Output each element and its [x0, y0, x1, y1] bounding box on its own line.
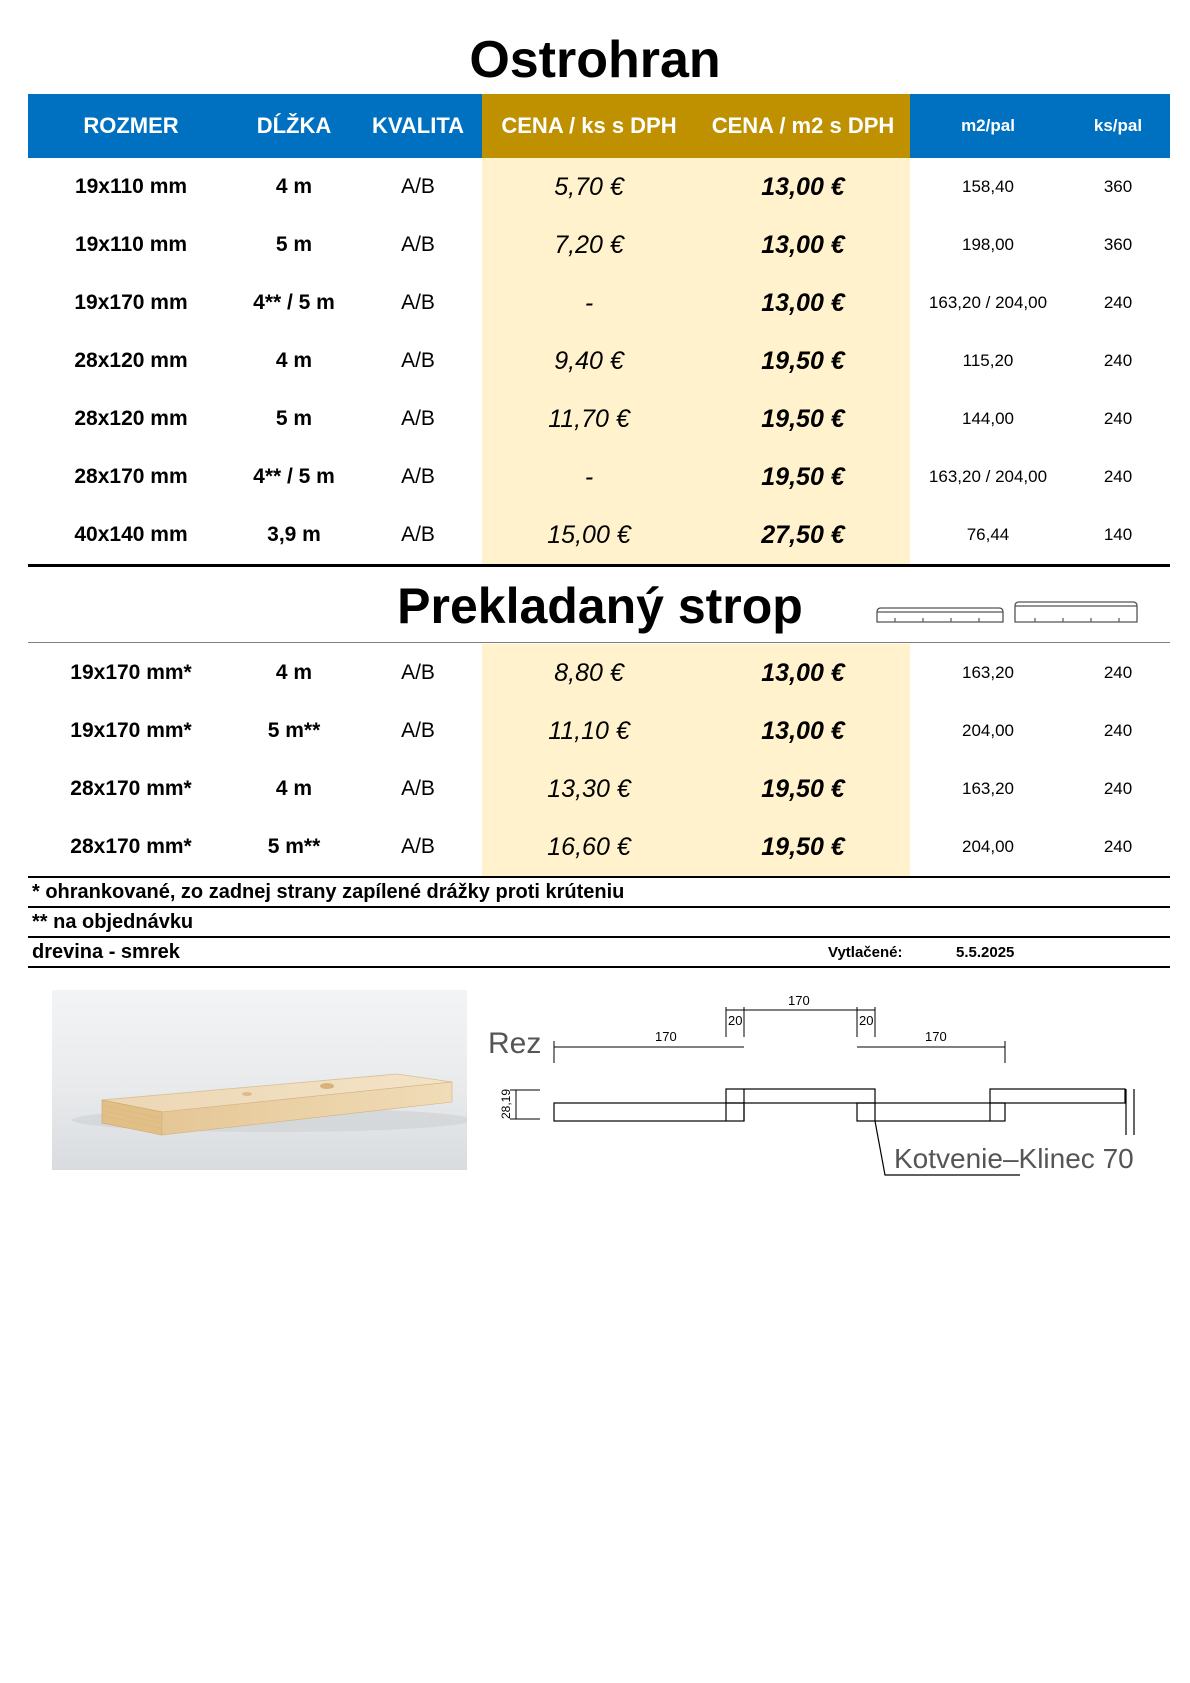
cell-m2-pal: 163,20 / 204,00	[928, 293, 1048, 312]
cell-ks-pal: 140	[1103, 525, 1133, 544]
cell-dlzka: 4 m	[275, 777, 313, 800]
header-rozmer: ROZMER	[28, 94, 234, 158]
cell-dlzka: 4 m	[275, 661, 313, 684]
cross-section-drawing	[480, 985, 1170, 1190]
header-m2-pal: m2/pal	[910, 94, 1066, 158]
cell-m2-pal: 204,00	[962, 837, 1014, 856]
cell-rozmer: 28x170 mm*	[70, 835, 192, 858]
cell-cena-ks: 13,30 €	[482, 760, 696, 818]
cell-m2-pal: 158,40	[962, 177, 1014, 196]
section-divider	[28, 564, 1170, 567]
cell-cena-m2: 13,00 €	[696, 644, 910, 702]
cell-rozmer: 19x170 mm*	[70, 661, 192, 684]
cell-kvalita: A/B	[401, 835, 435, 858]
cell-ks-pal: 240	[1103, 721, 1133, 740]
cell-cena-m2: 27,50 €	[696, 506, 910, 564]
cell-cena-m2: 13,00 €	[696, 274, 910, 332]
cell-dlzka: 3,9 m	[267, 523, 321, 546]
wood-board-image	[52, 990, 467, 1170]
printed-label: Vytlačené:	[828, 944, 903, 961]
cell-cena-ks: 16,60 €	[482, 818, 696, 876]
cell-kvalita: A/B	[401, 175, 435, 198]
cell-kvalita: A/B	[401, 233, 435, 256]
cell-kvalita: A/B	[401, 661, 435, 684]
cell-rozmer: 28x120 mm	[74, 349, 188, 372]
cell-m2-pal: 163,20	[962, 663, 1014, 682]
cell-rozmer: 19x110 mm	[74, 175, 188, 198]
table-row	[28, 506, 1170, 564]
cell-kvalita: A/B	[401, 523, 435, 546]
cell-dlzka: 4 m	[275, 175, 313, 198]
cell-cena-m2: 13,00 €	[696, 158, 910, 216]
cell-m2-pal: 76,44	[966, 525, 1010, 544]
cell-m2-pal: 198,00	[962, 235, 1014, 254]
cell-ks-pal: 240	[1103, 467, 1133, 486]
dimension-170-top: 170	[788, 993, 810, 1008]
label-rez: Rez	[488, 1027, 542, 1060]
dimension-170-left: 170	[655, 1029, 677, 1044]
cell-m2-pal: 204,00	[962, 721, 1014, 740]
cell-kvalita: A/B	[401, 291, 435, 314]
dimension-20-left: 20	[728, 1013, 743, 1028]
cell-cena-ks: 5,70 €	[482, 158, 696, 216]
cell-m2-pal: 144,00	[962, 409, 1014, 428]
cell-dlzka: 5 m	[275, 407, 313, 430]
note-drevina: drevina - smrek	[32, 941, 180, 963]
table-row	[28, 216, 1170, 274]
cell-cena-ks: -	[482, 448, 696, 506]
header-ks-pal: ks/pal	[1066, 94, 1170, 158]
cell-ks-pal: 240	[1103, 837, 1133, 856]
cell-kvalita: A/B	[401, 719, 435, 742]
cell-m2-pal: 163,20 / 204,00	[928, 467, 1048, 486]
cell-rozmer: 19x110 mm	[74, 233, 188, 256]
cell-kvalita: A/B	[401, 465, 435, 488]
note-ohrankovane: * ohrankované, zo zadnej strany zapílené drážky proti krúteniu	[32, 881, 625, 903]
table-header	[28, 94, 1170, 158]
cell-rozmer: 28x120 mm	[74, 407, 188, 430]
cell-m2-pal: 115,20	[962, 351, 1014, 370]
cell-ks-pal: 240	[1103, 409, 1133, 428]
table-row	[28, 448, 1170, 506]
cell-kvalita: A/B	[401, 407, 435, 430]
label-kotvenie: Kotvenie–Klinec 70	[894, 1143, 1134, 1174]
cell-ks-pal: 240	[1103, 351, 1133, 370]
cell-cena-ks: 11,70 €	[482, 390, 696, 448]
section-title-prekladany-strop: Prekladaný strop	[397, 578, 803, 634]
cell-ks-pal: 240	[1103, 779, 1133, 798]
footer-rule	[28, 936, 1170, 938]
cell-cena-m2: 19,50 €	[696, 760, 910, 818]
cell-cena-ks: 8,80 €	[482, 644, 696, 702]
cell-kvalita: A/B	[401, 349, 435, 372]
cell-dlzka: 5 m	[275, 233, 313, 256]
printed-date: 5.5.2025	[956, 944, 1015, 961]
price-table-ostrohran	[28, 158, 1170, 564]
header-cena-m2: CENA / m2 s DPH	[696, 94, 910, 158]
cell-rozmer: 40x140 mm	[74, 523, 188, 546]
cell-kvalita: A/B	[401, 777, 435, 800]
table-row	[28, 332, 1170, 390]
note-na-objednavku: ** na objednávku	[32, 911, 194, 933]
cell-dlzka: 4** / 5 m	[253, 465, 335, 488]
dimension-20-right: 20	[859, 1013, 874, 1028]
cell-ks-pal: 360	[1103, 177, 1133, 196]
cell-cena-ks: -	[482, 274, 696, 332]
dimension-170-right: 170	[925, 1029, 947, 1044]
cell-cena-m2: 19,50 €	[696, 818, 910, 876]
footer-rule	[28, 966, 1170, 968]
header-dlzka: DĹŽKA	[234, 94, 354, 158]
board-profile-icon	[875, 598, 1150, 628]
table-row	[28, 274, 1170, 332]
table-row	[28, 644, 1170, 702]
section-divider-thin	[28, 642, 1170, 643]
header-kvalita: KVALITA	[354, 94, 482, 158]
cell-cena-m2: 19,50 €	[696, 448, 910, 506]
cell-cena-ks: 11,10 €	[482, 702, 696, 760]
cell-dlzka: 4** / 5 m	[253, 291, 335, 314]
cell-cena-ks: 7,20 €	[482, 216, 696, 274]
dimension-thickness: 28,19	[499, 1088, 513, 1119]
cell-cena-ks: 15,00 €	[482, 506, 696, 564]
cell-dlzka: 5 m**	[267, 719, 321, 742]
cell-rozmer: 28x170 mm	[74, 465, 188, 488]
footer-rule	[28, 906, 1170, 908]
section-title-ostrohran: Ostrohran	[469, 31, 721, 89]
cell-rozmer: 19x170 mm	[74, 291, 188, 314]
price-table-prekladany-strop	[28, 644, 1170, 876]
cell-rozmer: 28x170 mm*	[70, 777, 192, 800]
table-row	[28, 818, 1170, 876]
product-photo	[52, 990, 467, 1170]
cell-dlzka: 4 m	[275, 349, 313, 372]
header-cena-ks: CENA / ks s DPH	[482, 94, 696, 158]
cell-cena-m2: 19,50 €	[696, 332, 910, 390]
cell-cena-m2: 13,00 €	[696, 216, 910, 274]
cell-m2-pal: 163,20	[962, 779, 1014, 798]
cell-ks-pal: 240	[1103, 293, 1133, 312]
cell-cena-m2: 19,50 €	[696, 390, 910, 448]
cell-cena-m2: 13,00 €	[696, 702, 910, 760]
cell-rozmer: 19x170 mm*	[70, 719, 192, 742]
cell-ks-pal: 360	[1103, 235, 1133, 254]
table-row	[28, 702, 1170, 760]
cell-ks-pal: 240	[1103, 663, 1133, 682]
cell-dlzka: 5 m**	[267, 835, 321, 858]
table-row	[28, 390, 1170, 448]
table-row	[28, 158, 1170, 216]
table-row	[28, 760, 1170, 818]
cell-cena-ks: 9,40 €	[482, 332, 696, 390]
